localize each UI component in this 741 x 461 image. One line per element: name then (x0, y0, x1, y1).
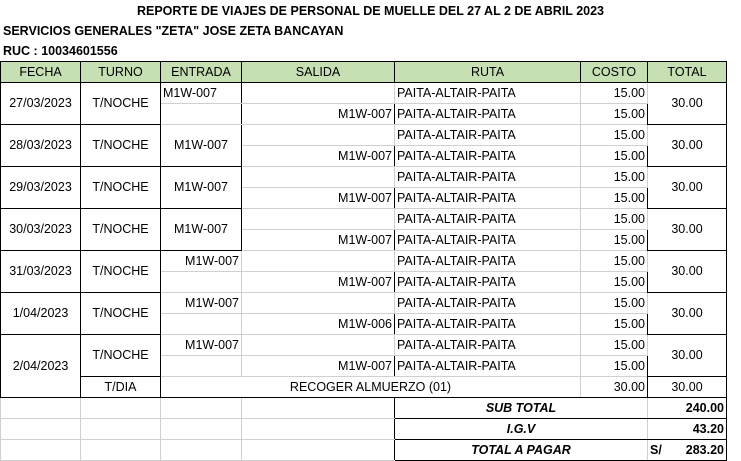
entrada-cell (161, 104, 242, 125)
costo-cell: 15.00 (581, 251, 648, 272)
ruta-cell: PAITA-ALTAIR-PAITA (395, 146, 581, 167)
costo-cell: 15.00 (581, 209, 648, 230)
salida-cell: M1W-006 (242, 314, 395, 335)
costo-cell: 15.00 (581, 104, 648, 125)
col-header-entrada: ENTRADA (161, 62, 242, 83)
total-value-cell (648, 440, 727, 461)
company-name: SERVICIOS GENERALES "ZETA" JOSE ZETA BANCAYAN (3, 24, 344, 38)
table-row (1, 251, 727, 272)
ruta-cell: PAITA-ALTAIR-PAITA (395, 251, 581, 272)
turno-cell: T/DIA (81, 377, 161, 398)
ruta-cell: PAITA-ALTAIR-PAITA (395, 293, 581, 314)
costo-cell: 15.00 (581, 314, 648, 335)
ruta-cell: PAITA-ALTAIR-PAITA (395, 188, 581, 209)
total-row (1, 440, 727, 461)
fecha-cell: 2/04/2023 (1, 335, 81, 398)
ruta-cell: PAITA-ALTAIR-PAITA (395, 83, 581, 104)
entrada-cell: M1W-007 (161, 335, 242, 356)
entrada-cell: M1W-007 (161, 209, 242, 251)
fecha-cell: 31/03/2023 (1, 251, 81, 293)
costo-cell: 30.00 (581, 377, 648, 398)
costo-cell: 15.00 (581, 125, 648, 146)
salida-cell: M1W-007 (242, 146, 395, 167)
entrada-cell (161, 272, 242, 293)
turno-cell: T/NOCHE (81, 335, 161, 377)
subtotal-value: 240.00 (648, 398, 727, 419)
salida-cell (242, 251, 395, 272)
table-row (1, 83, 727, 104)
total-label: TOTAL A PAGAR (395, 440, 648, 461)
total-cell: 30.00 (648, 83, 727, 125)
total-cell: 30.00 (648, 335, 727, 377)
salida-cell (242, 293, 395, 314)
costo-cell: 15.00 (581, 146, 648, 167)
salida-cell: M1W-007 (242, 188, 395, 209)
costo-cell: 15.00 (581, 356, 648, 377)
igv-label: I.G.V (395, 419, 648, 440)
costo-cell: 15.00 (581, 293, 648, 314)
entrada-cell: M1W-007 (161, 167, 242, 209)
col-header-turno: TURNO (81, 62, 161, 83)
trips-table (0, 61, 727, 461)
turno-cell: T/NOCHE (81, 209, 161, 251)
table-row (1, 335, 727, 356)
ruta-cell: PAITA-ALTAIR-PAITA (395, 125, 581, 146)
header-row (1, 62, 727, 83)
igv-row (1, 419, 727, 440)
salida-cell (242, 167, 395, 188)
ruta-cell: PAITA-ALTAIR-PAITA (395, 356, 581, 377)
salida-cell: M1W-007 (242, 104, 395, 125)
fecha-cell: 1/04/2023 (1, 293, 81, 335)
costo-cell: 15.00 (581, 272, 648, 293)
fecha-cell: 27/03/2023 (1, 83, 81, 125)
costo-cell: 15.00 (581, 230, 648, 251)
extra-description-cell: RECOGER ALMUERZO (01) (161, 377, 581, 398)
subtotal-label: SUB TOTAL (395, 398, 648, 419)
entrada-cell: M1W-007 (161, 125, 242, 167)
table-row (1, 377, 727, 398)
salida-cell (242, 209, 395, 230)
ruta-cell: PAITA-ALTAIR-PAITA (395, 230, 581, 251)
costo-cell: 15.00 (581, 167, 648, 188)
ruc-number: RUC : 10034601556 (3, 44, 118, 58)
total-cell: 30.00 (648, 125, 727, 167)
salida-cell (242, 83, 395, 104)
turno-cell: T/NOCHE (81, 83, 161, 125)
col-header-costo: COSTO (581, 62, 648, 83)
costo-cell: 15.00 (581, 335, 648, 356)
entrada-cell: M1W-007 (161, 293, 242, 314)
fecha-cell: 28/03/2023 (1, 125, 81, 167)
costo-cell: 15.00 (581, 188, 648, 209)
salida-cell (242, 335, 395, 356)
total-cell: 30.00 (648, 167, 727, 209)
ruta-cell: PAITA-ALTAIR-PAITA (395, 104, 581, 125)
ruta-cell: PAITA-ALTAIR-PAITA (395, 167, 581, 188)
turno-cell: T/NOCHE (81, 167, 161, 209)
fecha-cell: 29/03/2023 (1, 167, 81, 209)
salida-cell: M1W-007 (242, 272, 395, 293)
total-cell: 30.00 (648, 209, 727, 251)
table-row (1, 167, 727, 188)
col-header-total: TOTAL (648, 62, 727, 83)
fecha-cell: 30/03/2023 (1, 209, 81, 251)
total-cell: 30.00 (648, 377, 727, 398)
turno-cell: T/NOCHE (81, 293, 161, 335)
col-header-fecha: FECHA (1, 62, 81, 83)
salida-cell: M1W-007 (242, 230, 395, 251)
subtotal-row (1, 398, 727, 419)
col-header-salida: SALIDA (242, 62, 395, 83)
salida-cell: M1W-007 (242, 356, 395, 377)
turno-cell: T/NOCHE (81, 251, 161, 293)
entrada-cell (161, 314, 242, 335)
turno-cell: T/NOCHE (81, 125, 161, 167)
ruta-cell: PAITA-ALTAIR-PAITA (395, 314, 581, 335)
report-title: REPORTE DE VIAJES DE PERSONAL DE MUELLE DEL 27 AL 2 DE ABRIL 2023 (136, 4, 605, 18)
table-row (1, 209, 727, 230)
ruta-cell: PAITA-ALTAIR-PAITA (395, 335, 581, 356)
ruta-cell: PAITA-ALTAIR-PAITA (395, 209, 581, 230)
igv-value: 43.20 (648, 419, 727, 440)
table-row (1, 125, 727, 146)
ruta-cell: PAITA-ALTAIR-PAITA (395, 272, 581, 293)
salida-cell (242, 125, 395, 146)
table-row (1, 293, 727, 314)
costo-cell: 15.00 (581, 83, 648, 104)
currency-symbol: S/ (650, 442, 662, 457)
entrada-cell (161, 356, 242, 377)
total-cell: 30.00 (648, 293, 727, 335)
col-header-ruta: RUTA (395, 62, 581, 83)
total-cell: 30.00 (648, 251, 727, 293)
total-value: 283.20 (685, 442, 724, 457)
entrada-cell: M1W-007 (161, 83, 242, 104)
entrada-cell: M1W-007 (161, 251, 242, 272)
